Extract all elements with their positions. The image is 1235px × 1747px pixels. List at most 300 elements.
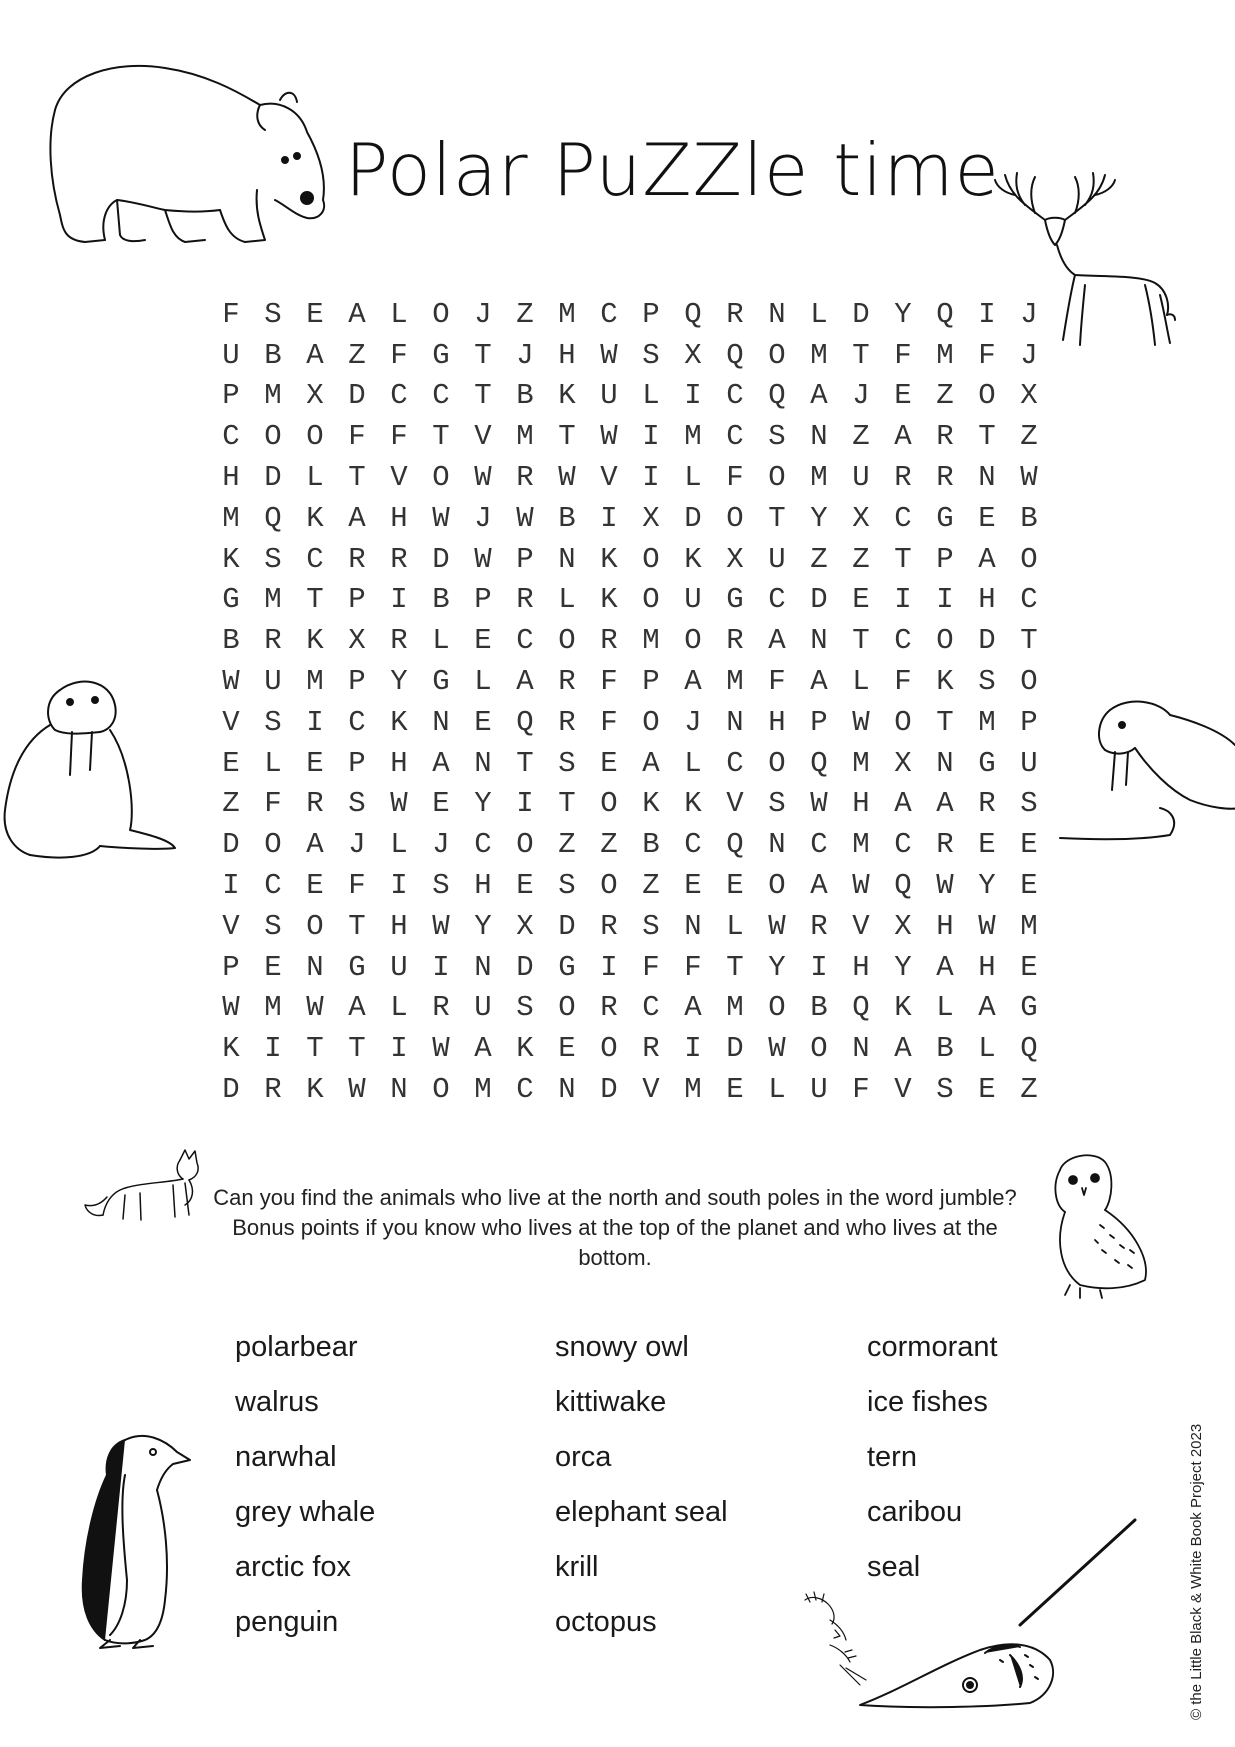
grid-row [210, 620, 1050, 661]
grid-letter: X [1020, 379, 1038, 413]
grid-letter: N [852, 1032, 870, 1066]
grid-row [210, 335, 1050, 376]
grid-letter: H [390, 909, 408, 943]
grid-row [210, 539, 1050, 580]
grid-letter: J [684, 705, 702, 739]
grid-letter: F [642, 950, 660, 984]
grid-letter: R [936, 420, 954, 454]
grid-letter: L [474, 665, 492, 699]
grid-letter: D [222, 1073, 240, 1107]
grid-letter: D [978, 624, 996, 658]
grid-letter: K [222, 542, 240, 576]
grid-row [210, 376, 1050, 417]
grid-letter: J [1020, 297, 1038, 331]
grid-letter: M [726, 665, 744, 699]
grid-letter: I [390, 1032, 408, 1066]
grid-letter: O [1020, 665, 1038, 699]
grid-letter: A [894, 420, 912, 454]
grid-letter: G [978, 746, 996, 780]
grid-letter: R [936, 828, 954, 862]
grid-letter: M [810, 338, 828, 372]
grid-letter: L [390, 297, 408, 331]
grid-letter: F [600, 665, 618, 699]
grid-letter: E [222, 746, 240, 780]
grid-letter: Y [474, 909, 492, 943]
grid-letter: T [474, 338, 492, 372]
grid-letter: U [222, 338, 240, 372]
grid-letter: P [642, 297, 660, 331]
grid-letter: M [852, 828, 870, 862]
grid-letter: I [894, 583, 912, 617]
grid-letter: X [726, 542, 744, 576]
grid-letter: P [348, 583, 366, 617]
grid-letter: Y [474, 787, 492, 821]
grid-letter: P [642, 665, 660, 699]
grid-letter: W [852, 705, 870, 739]
grid-letter: W [768, 1032, 786, 1066]
word-item: octopus [555, 1606, 657, 1638]
grid-letter: U [684, 583, 702, 617]
grid-letter: I [390, 869, 408, 903]
word-item: caribou [867, 1496, 963, 1528]
grid-row [210, 702, 1050, 743]
grid-letter: Z [600, 828, 618, 862]
grid-letter: C [726, 379, 744, 413]
grid-letter: R [600, 624, 618, 658]
grid-row [210, 865, 1050, 906]
grid-letter: E [726, 869, 744, 903]
grid-letter: D [558, 909, 576, 943]
grid-letter: E [306, 297, 324, 331]
grid-letter: C [684, 828, 702, 862]
grid-letter: H [936, 909, 954, 943]
grid-letter: F [768, 665, 786, 699]
grid-letter: D [600, 1073, 618, 1107]
grid-letter: E [600, 746, 618, 780]
grid-letter: J [1020, 338, 1038, 372]
grid-letter: N [306, 950, 324, 984]
grid-letter: P [348, 665, 366, 699]
grid-letter: R [726, 624, 744, 658]
grid-letter: I [306, 705, 324, 739]
grid-letter: W [222, 665, 240, 699]
grid-letter: F [600, 705, 618, 739]
grid-letter: W [516, 501, 534, 535]
grid-letter: T [306, 1032, 324, 1066]
grid-letter: P [1020, 705, 1038, 739]
grid-letter: E [264, 950, 282, 984]
grid-letter: H [222, 461, 240, 495]
grid-letter: W [348, 1073, 366, 1107]
grid-letter: F [222, 297, 240, 331]
grid-letter: R [936, 461, 954, 495]
grid-letter: Q [264, 501, 282, 535]
grid-letter: G [1020, 991, 1038, 1025]
grid-letter: N [474, 950, 492, 984]
grid-letter: J [432, 828, 450, 862]
grid-letter: O [642, 542, 660, 576]
grid-letter: T [1020, 624, 1038, 658]
grid-letter: W [978, 909, 996, 943]
grid-letter: S [558, 746, 576, 780]
grid-letter: K [222, 1032, 240, 1066]
grid-letter: C [810, 828, 828, 862]
grid-letter: S [432, 869, 450, 903]
grid-letter: Z [558, 828, 576, 862]
grid-letter: A [978, 991, 996, 1025]
grid-letter: N [978, 461, 996, 495]
grid-letter: T [936, 705, 954, 739]
grid-letter: Z [642, 869, 660, 903]
grid-letter: V [726, 787, 744, 821]
grid-letter: I [978, 297, 996, 331]
grid-letter: C [516, 1073, 534, 1107]
grid-letter: R [264, 1073, 282, 1107]
grid-letter: R [390, 542, 408, 576]
grid-letter: N [768, 828, 786, 862]
word-list-column-2 [555, 1320, 728, 1650]
grid-letter: W [222, 991, 240, 1025]
grid-letter: G [222, 583, 240, 617]
grid-letter: L [852, 665, 870, 699]
grid-letter: X [894, 746, 912, 780]
grid-letter: C [894, 828, 912, 862]
grid-letter: V [600, 461, 618, 495]
word-item: grey whale [235, 1496, 376, 1528]
grid-letter: U [768, 542, 786, 576]
grid-letter: X [852, 501, 870, 535]
grid-letter: O [1020, 542, 1038, 576]
word-item: krill [555, 1551, 599, 1583]
grid-letter: O [768, 991, 786, 1025]
grid-letter: N [768, 297, 786, 331]
grid-letter: T [306, 583, 324, 617]
grid-letter: Z [1020, 420, 1038, 454]
grid-letter: J [348, 828, 366, 862]
grid-letter: T [516, 746, 534, 780]
grid-row [210, 947, 1050, 988]
grid-letter: A [810, 379, 828, 413]
grid-letter: P [222, 379, 240, 413]
grid-letter: R [810, 909, 828, 943]
grid-letter: I [642, 461, 660, 495]
grid-letter: O [936, 624, 954, 658]
word-item: orca [555, 1441, 612, 1473]
grid-letter: O [264, 420, 282, 454]
grid-letter: E [894, 379, 912, 413]
grid-letter: K [684, 787, 702, 821]
grid-letter: Z [516, 297, 534, 331]
grid-letter: F [894, 665, 912, 699]
grid-letter: W [600, 338, 618, 372]
grid-letter: T [978, 420, 996, 454]
grid-letter: T [432, 420, 450, 454]
grid-letter: A [936, 787, 954, 821]
grid-letter: M [726, 991, 744, 1025]
grid-letter: O [264, 828, 282, 862]
grid-letter: E [978, 1073, 996, 1107]
grid-letter: D [516, 950, 534, 984]
grid-letter: C [894, 624, 912, 658]
polar-bear-icon [45, 60, 335, 265]
grid-letter: T [348, 909, 366, 943]
grid-letter: D [684, 501, 702, 535]
grid-letter: W [810, 787, 828, 821]
grid-row [210, 824, 1050, 865]
grid-letter: Q [726, 828, 744, 862]
grid-letter: O [978, 379, 996, 413]
grid-letter: L [558, 583, 576, 617]
grid-letter: L [306, 461, 324, 495]
grid-letter: O [768, 869, 786, 903]
grid-letter: A [684, 991, 702, 1025]
grid-row [210, 743, 1050, 784]
grid-letter: N [726, 705, 744, 739]
grid-letter: V [222, 705, 240, 739]
grid-letter: S [348, 787, 366, 821]
grid-letter: H [852, 787, 870, 821]
grid-letter: L [390, 991, 408, 1025]
grid-letter: S [264, 542, 282, 576]
grid-letter: Y [810, 501, 828, 535]
grid-row [210, 580, 1050, 621]
grid-letter: Q [894, 869, 912, 903]
grid-letter: R [516, 461, 534, 495]
grid-letter: G [348, 950, 366, 984]
grid-letter: K [306, 501, 324, 535]
grid-letter: Q [516, 705, 534, 739]
grid-letter: N [684, 909, 702, 943]
grid-letter: O [600, 787, 618, 821]
grid-letter: F [684, 950, 702, 984]
grid-letter: S [264, 297, 282, 331]
word-item: cormorant [867, 1331, 998, 1363]
grid-letter: R [264, 624, 282, 658]
grid-letter: M [474, 1073, 492, 1107]
grid-letter: T [474, 379, 492, 413]
grid-letter: G [726, 583, 744, 617]
grid-letter: A [306, 828, 324, 862]
grid-letter: E [684, 869, 702, 903]
grid-letter: Z [852, 542, 870, 576]
grid-letter: Y [978, 869, 996, 903]
grid-letter: R [642, 1032, 660, 1066]
grid-letter: P [348, 746, 366, 780]
grid-letter: F [894, 338, 912, 372]
grid-row [210, 416, 1050, 457]
grid-letter: V [390, 461, 408, 495]
grid-letter: L [390, 828, 408, 862]
walrus-icon [0, 670, 180, 875]
grid-letter: Q [684, 297, 702, 331]
grid-row [210, 1069, 1050, 1110]
snowy-owl-icon [1040, 1150, 1160, 1305]
grid-row [210, 661, 1050, 702]
grid-letter: R [894, 461, 912, 495]
grid-letter: W [432, 1032, 450, 1066]
grid-letter: E [558, 1032, 576, 1066]
grid-letter: B [432, 583, 450, 617]
grid-letter: F [390, 420, 408, 454]
grid-letter: V [474, 420, 492, 454]
grid-letter: H [474, 869, 492, 903]
grid-letter: E [474, 624, 492, 658]
grid-letter: E [978, 501, 996, 535]
grid-letter: X [684, 338, 702, 372]
word-item: penguin [235, 1606, 339, 1638]
grid-letter: Q [936, 297, 954, 331]
word-item: seal [867, 1551, 921, 1583]
grid-letter: X [516, 909, 534, 943]
grid-letter: R [558, 665, 576, 699]
grid-letter: F [348, 420, 366, 454]
grid-letter: O [684, 624, 702, 658]
page-title: Polar PuZZle time [345, 128, 1000, 212]
grid-letter: X [306, 379, 324, 413]
grid-letter: T [558, 420, 576, 454]
grid-letter: S [768, 420, 786, 454]
grid-letter: H [768, 705, 786, 739]
grid-letter: Q [810, 746, 828, 780]
grid-letter: M [936, 338, 954, 372]
grid-letter: L [264, 746, 282, 780]
grid-letter: G [936, 501, 954, 535]
instructions: Can you find the animals who live at the north and south poles in the word jumble? Bonus points if you know who lives at the top of the planet and who lives at the bottom. [213, 1185, 1017, 1270]
grid-letter: J [474, 297, 492, 331]
grid-letter: R [432, 991, 450, 1025]
grid-letter: E [306, 869, 324, 903]
grid-letter: S [642, 338, 660, 372]
grid-letter: C [894, 501, 912, 535]
grid-letter: T [558, 787, 576, 821]
grid-letter: W [474, 542, 492, 576]
grid-letter: C [390, 379, 408, 413]
grid-letter: I [600, 950, 618, 984]
grid-letter: S [264, 705, 282, 739]
grid-letter: C [348, 705, 366, 739]
grid-letter: J [852, 379, 870, 413]
grid-letter: V [222, 909, 240, 943]
grid-letter: S [558, 869, 576, 903]
word-item: arctic fox [235, 1551, 352, 1583]
grid-letter: C [516, 624, 534, 658]
grid-letter: W [390, 787, 408, 821]
grid-letter: P [474, 583, 492, 617]
word-item: walrus [235, 1386, 319, 1418]
grid-letter: T [852, 624, 870, 658]
grid-letter: H [558, 338, 576, 372]
grid-letter: D [348, 379, 366, 413]
grid-letter: P [516, 542, 534, 576]
grid-letter: I [642, 420, 660, 454]
grid-letter: R [390, 624, 408, 658]
grid-letter: P [936, 542, 954, 576]
grid-letter: J [516, 338, 534, 372]
word-item: tern [867, 1441, 917, 1473]
grid-letter: N [810, 420, 828, 454]
grid-letter: M [558, 297, 576, 331]
grid-letter: D [810, 583, 828, 617]
grid-letter: M [264, 583, 282, 617]
grid-letter: Y [768, 950, 786, 984]
grid-letter: W [852, 869, 870, 903]
grid-letter: S [264, 909, 282, 943]
grid-letter: A [768, 624, 786, 658]
grid-row [210, 498, 1050, 539]
grid-letter: O [600, 869, 618, 903]
grid-letter: K [390, 705, 408, 739]
grid-letter: X [894, 909, 912, 943]
grid-letter: W [600, 420, 618, 454]
grid-letter: U [390, 950, 408, 984]
grid-letter: N [474, 746, 492, 780]
grid-letter: M [516, 420, 534, 454]
grid-letter: K [600, 542, 618, 576]
grid-letter: M [264, 379, 282, 413]
grid-letter: E [516, 869, 534, 903]
grid-letter: L [642, 379, 660, 413]
grid-letter: W [936, 869, 954, 903]
grid-letter: M [684, 420, 702, 454]
word-item: kittiwake [555, 1386, 667, 1418]
grid-letter: Q [768, 379, 786, 413]
grid-letter: K [306, 624, 324, 658]
grid-letter: E [726, 1073, 744, 1107]
grid-letter: Z [1020, 1073, 1038, 1107]
grid-letter: W [1020, 461, 1038, 495]
grid-letter: O [642, 705, 660, 739]
grid-letter: E [1020, 828, 1038, 862]
grid-letter: E [852, 583, 870, 617]
grid-letter: I [264, 1032, 282, 1066]
grid-letter: C [600, 297, 618, 331]
grid-row [210, 988, 1050, 1029]
grid-letter: S [936, 1073, 954, 1107]
grid-letter: A [516, 665, 534, 699]
grid-letter: O [768, 746, 786, 780]
arctic-fox-icon [85, 1145, 205, 1230]
grid-letter: V [894, 1073, 912, 1107]
grid-letter: S [642, 909, 660, 943]
grid-letter: B [1020, 501, 1038, 535]
grid-letter: C [726, 746, 744, 780]
grid-letter: T [726, 950, 744, 984]
grid-letter: K [558, 379, 576, 413]
grid-letter: R [600, 991, 618, 1025]
grid-letter: M [852, 746, 870, 780]
grid-letter: O [432, 297, 450, 331]
grid-letter: E [306, 746, 324, 780]
grid-letter: N [558, 542, 576, 576]
grid-letter: R [348, 542, 366, 576]
grid-letter: A [810, 869, 828, 903]
grid-letter: L [726, 909, 744, 943]
grid-letter: B [222, 624, 240, 658]
grid-letter: B [558, 501, 576, 535]
grid-letter: O [306, 420, 324, 454]
grid-letter: O [810, 1032, 828, 1066]
grid-letter: O [516, 828, 534, 862]
krill-icon [800, 1590, 880, 1695]
grid-letter: Q [726, 338, 744, 372]
grid-letter: V [852, 909, 870, 943]
grid-letter: M [1020, 909, 1038, 943]
grid-letter: D [222, 828, 240, 862]
grid-letter: K [516, 1032, 534, 1066]
grid-letter: A [348, 297, 366, 331]
word-search-grid [210, 294, 1050, 1110]
grid-letter: W [768, 909, 786, 943]
